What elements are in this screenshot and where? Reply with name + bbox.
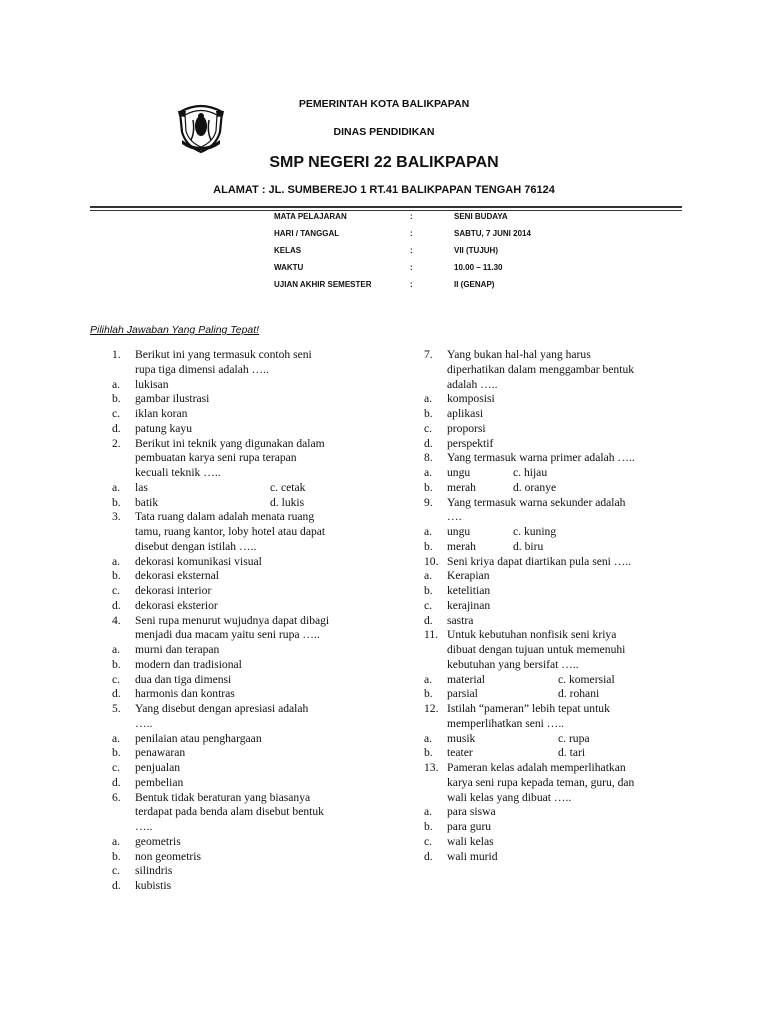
question-12	[424, 702, 684, 732]
option-letter: a.	[112, 643, 121, 656]
option-letter: a.	[424, 466, 433, 479]
info-label: UJIAN AKHIR SEMESTER	[274, 280, 372, 289]
question-number: 5.	[112, 702, 121, 715]
option-text: perspektif	[447, 436, 494, 450]
info-value: 10.00 – 11.30	[454, 263, 503, 272]
option-letter: a.	[424, 805, 433, 819]
answer-option	[112, 658, 382, 673]
answer-option	[112, 378, 382, 393]
info-label: HARI / TANGGAL	[274, 229, 340, 238]
option-letter: b.	[424, 480, 433, 494]
option-letter: d.	[112, 598, 121, 612]
option-letter: a.	[424, 672, 433, 686]
answer-option-pair	[112, 496, 382, 511]
option-text: penawaran	[135, 746, 186, 760]
info-value: SENI BUDAYA	[454, 212, 508, 221]
option-text: teater	[447, 746, 473, 760]
question-number: 7.	[424, 348, 433, 361]
school-address: ALAMAT : JL. SUMBEREJO 1 RT.41 BALIKPAPAN TENGAH 76124	[213, 184, 555, 196]
option-letter: a.	[424, 569, 433, 583]
answer-option	[424, 584, 684, 599]
option-text: penilaian atau penghargaan	[135, 731, 262, 745]
option-text: Kerapian	[447, 569, 490, 583]
option-text: las	[135, 480, 148, 494]
option-text: komposisi	[447, 392, 495, 406]
question-13	[424, 761, 684, 805]
answer-option	[112, 599, 382, 614]
option-letter: b.	[424, 407, 433, 420]
option-letter: d.	[424, 436, 433, 450]
answer-option-pair	[424, 466, 684, 481]
answer-option	[112, 732, 382, 747]
option-text: modern dan tradisional	[135, 657, 242, 671]
option-text: non geometris	[135, 849, 202, 863]
option-letter: c.	[112, 864, 121, 878]
question-2	[112, 437, 382, 481]
answer-option	[424, 599, 684, 614]
option-letter: b.	[424, 584, 433, 597]
question-number: 13.	[424, 761, 439, 774]
question-text: Seni kriya dapat diartikan pula seni …..	[447, 554, 632, 568]
answer-option	[112, 643, 382, 658]
option-letter: b.	[112, 495, 121, 509]
info-row	[274, 208, 574, 225]
question-text: Yang disebut dengan apresiasi adalah …..	[135, 702, 309, 730]
answer-option	[112, 835, 382, 850]
answer-option	[424, 437, 684, 452]
question-number: 11.	[424, 628, 439, 642]
question-number: 3.	[112, 510, 121, 524]
option-text: pembelian	[135, 775, 184, 789]
question-8	[424, 451, 684, 466]
option-text: batik	[135, 495, 159, 509]
answer-option	[112, 392, 382, 407]
question-number: 9.	[424, 495, 433, 509]
option-letter: c.	[112, 672, 121, 686]
option-letter: b.	[112, 849, 121, 863]
option-text: murni dan terapan	[135, 643, 220, 656]
answer-option	[424, 850, 684, 865]
option-text: merah	[447, 539, 476, 553]
option-letter: a.	[112, 480, 121, 494]
info-row	[274, 276, 574, 293]
school-name: SMP NEGERI 22 BALIKPAPAN	[269, 154, 499, 171]
question-9	[424, 496, 684, 526]
answer-option-pair	[424, 687, 684, 702]
question-text: Pameran kelas adalah memperlihatkan karya seni rupa kepada teman, guru, dan wali kelas yang dibuat …..	[447, 761, 635, 804]
option-text: para guru	[447, 820, 492, 833]
option-text: ungu	[447, 466, 471, 479]
option-text: penjualan	[135, 761, 181, 774]
header-government: PEMERINTAH KOTA BALIKPAPAN	[298, 98, 470, 110]
question-number: 12.	[424, 702, 439, 715]
option-text-secondary: c. kuning	[513, 525, 557, 538]
option-text: ungu	[447, 525, 471, 538]
info-label: WAKTU	[274, 263, 304, 272]
option-letter: c.	[112, 761, 121, 774]
option-text-secondary: d. oranye	[513, 480, 557, 494]
option-letter: d.	[112, 879, 121, 892]
option-text: gambar ilustrasi	[135, 392, 210, 406]
question-text: Berikut ini yang termasuk contoh seni rupa tiga dimensi adalah …..	[135, 348, 312, 376]
info-label: KELAS	[274, 246, 302, 255]
info-value: II (GENAP)	[454, 280, 495, 289]
info-row	[274, 242, 574, 259]
option-text: dua dan tiga dimensi	[135, 672, 232, 686]
option-text: ketelitian	[447, 584, 491, 597]
question-11	[424, 628, 684, 672]
info-colon: :	[410, 263, 413, 272]
question-5	[112, 702, 382, 732]
option-text: wali murid	[447, 849, 498, 863]
answer-option-pair	[424, 525, 684, 540]
option-letter: b.	[112, 569, 121, 583]
option-text-secondary: d. biru	[513, 539, 544, 553]
option-letter: c.	[424, 834, 433, 848]
option-letter: b.	[424, 687, 433, 701]
question-text: Bentuk tidak beraturan yang biasanya terdapat pada benda alam disebut bentuk …..	[135, 790, 324, 833]
question-6	[112, 791, 382, 835]
questions-right-column	[424, 348, 684, 864]
question-number: 10.	[424, 554, 439, 568]
option-letter: b.	[424, 539, 433, 553]
answer-option-pair	[424, 732, 684, 747]
option-text: dekorasi eksterior	[135, 598, 218, 612]
question-10	[424, 555, 684, 570]
option-text: dekorasi eksternal	[135, 569, 220, 583]
option-text-secondary: c. rupa	[558, 731, 590, 745]
question-number: 1.	[112, 348, 121, 361]
question-text: Yang bukan hal-hal yang harus diperhatikan dalam menggambar bentuk adalah …..	[447, 348, 635, 391]
option-text: merah	[447, 480, 476, 494]
question-1	[112, 348, 382, 378]
option-text: dekorasi interior	[135, 584, 212, 597]
question-text: Berikut ini teknik yang digunakan dalam pembuatan karya seni rupa terapan kecuali teknik …..	[135, 436, 325, 479]
option-letter: b.	[112, 657, 121, 671]
answer-option-pair	[424, 746, 684, 761]
option-text: wali kelas	[447, 834, 494, 848]
answer-option	[424, 407, 684, 422]
answer-option	[112, 864, 382, 879]
option-letter: c.	[424, 421, 433, 435]
option-text: iklan koran	[135, 407, 188, 420]
option-text: material	[447, 672, 485, 686]
answer-option-pair	[424, 481, 684, 496]
option-text: lukisan	[135, 377, 169, 391]
option-letter: b.	[424, 820, 433, 833]
info-value: SABTU, 7 JUNI 2014	[454, 229, 531, 238]
question-text: Yang termasuk warna primer adalah …..	[447, 451, 635, 465]
answer-option	[112, 555, 382, 570]
option-letter: b.	[112, 746, 121, 760]
option-letter: a.	[112, 731, 121, 745]
answer-option	[424, 805, 684, 820]
option-text: dekorasi komunikasi visual	[135, 554, 262, 568]
option-letter: a.	[424, 731, 433, 745]
option-text: proporsi	[447, 421, 486, 435]
answer-option	[112, 761, 382, 776]
option-text-secondary: c. hijau	[513, 466, 548, 479]
option-letter: d.	[112, 775, 121, 789]
option-letter: c.	[112, 407, 121, 420]
option-text: sastra	[447, 613, 474, 627]
option-text: kubistis	[135, 879, 172, 892]
answer-option	[112, 776, 382, 791]
option-text-secondary: d. lukis	[270, 495, 305, 509]
answer-option	[112, 569, 382, 584]
option-letter: a.	[112, 834, 121, 848]
option-letter: c.	[424, 598, 433, 612]
answer-option	[112, 673, 382, 688]
option-text: silindris	[135, 864, 173, 878]
option-text: parsial	[447, 687, 478, 701]
answer-option	[112, 407, 382, 422]
option-letter: d.	[424, 849, 433, 863]
option-text-secondary: c. komersial	[558, 672, 615, 686]
option-letter: a.	[112, 554, 121, 568]
answer-option	[112, 584, 382, 599]
option-text: geometris	[135, 834, 181, 848]
option-text: kerajinan	[447, 598, 491, 612]
header-department: DINAS PENDIDIKAN	[333, 126, 435, 138]
option-text-secondary: d. rohani	[558, 687, 600, 701]
question-text: Tata ruang dalam adalah menata ruang tamu, ruang kantor, loby hotel atau dapat disebut dengan istilah …..	[135, 510, 326, 553]
question-text: Untuk kebutuhan nonfisik seni kriya dibuat dengan tujuan untuk memenuhi kebutuhan yang bersifat …..	[447, 628, 626, 671]
answer-option-pair	[424, 673, 684, 688]
info-label: MATA PELAJARAN	[274, 212, 347, 221]
exam-info-table	[274, 208, 574, 293]
answer-option	[112, 746, 382, 761]
info-colon: :	[410, 280, 413, 289]
option-letter: d.	[424, 613, 433, 627]
answer-option	[112, 687, 382, 702]
option-text: aplikasi	[447, 407, 484, 420]
instruction-text: Pilihlah Jawaban Yang Paling Tepat!	[90, 324, 260, 336]
option-letter: d.	[112, 421, 121, 435]
question-number: 6.	[112, 790, 121, 804]
answer-option	[112, 850, 382, 865]
answer-option-pair	[112, 481, 382, 496]
question-number: 2.	[112, 436, 121, 450]
option-text-secondary: c. cetak	[270, 480, 306, 494]
option-letter: a.	[424, 525, 433, 538]
answer-option	[112, 879, 382, 894]
info-value: VII (TUJUH)	[454, 246, 498, 255]
option-letter: b.	[112, 392, 121, 406]
answer-option	[424, 820, 684, 835]
question-4	[112, 614, 382, 644]
answer-option-pair	[424, 540, 684, 555]
question-3	[112, 510, 382, 554]
option-text: harmonis dan kontras	[135, 687, 235, 701]
option-letter: c.	[112, 584, 121, 597]
info-colon: :	[410, 246, 413, 255]
question-text: Seni rupa menurut wujudnya dapat dibagi menjadi dua macam yaitu seni rupa …..	[135, 613, 330, 642]
question-number: 8.	[424, 451, 433, 465]
answer-option	[424, 835, 684, 850]
option-text: para siswa	[447, 805, 496, 819]
question-text: Yang termasuk warna sekunder adalah ….	[447, 495, 626, 524]
info-row	[274, 259, 574, 276]
answer-option	[424, 392, 684, 407]
info-colon: :	[410, 229, 413, 238]
question-number: 4.	[112, 613, 121, 627]
option-text: musik	[447, 731, 476, 745]
question-7	[424, 348, 684, 392]
option-letter: d.	[112, 687, 121, 701]
answer-option	[424, 614, 684, 629]
questions-left-column	[112, 348, 382, 894]
option-text: patung kayu	[135, 421, 192, 435]
question-text: Istilah “pameran” lebih tepat untuk memperlihatkan seni …..	[447, 702, 610, 730]
option-letter: a.	[112, 377, 121, 391]
answer-option	[112, 422, 382, 437]
answer-option	[424, 569, 684, 584]
option-letter: a.	[424, 392, 433, 406]
option-letter: b.	[424, 746, 433, 760]
option-text-secondary: d. tari	[558, 746, 586, 760]
info-row	[274, 225, 574, 242]
info-colon: :	[410, 212, 413, 221]
answer-option	[424, 422, 684, 437]
